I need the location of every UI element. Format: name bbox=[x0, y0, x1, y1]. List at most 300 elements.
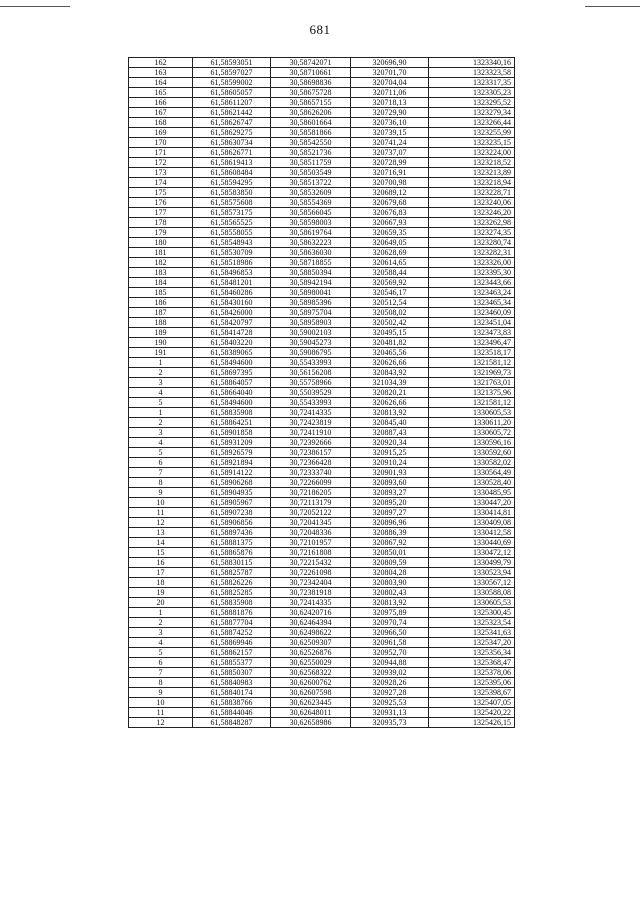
longitude-cell: 30,62623445 bbox=[271, 698, 351, 708]
y-coordinate-cell: 1330485,95 bbox=[429, 488, 515, 498]
longitude-cell: 30,58636030 bbox=[271, 248, 351, 258]
table-row bbox=[129, 388, 515, 398]
y-coordinate-cell: 1330528,40 bbox=[429, 478, 515, 488]
longitude-cell: 30,72266099 bbox=[271, 478, 351, 488]
point-number-cell: 1 bbox=[129, 608, 193, 618]
latitude-cell: 61,58573175 bbox=[193, 208, 271, 218]
y-coordinate-cell: 1325347,20 bbox=[429, 638, 515, 648]
table-row bbox=[129, 608, 515, 618]
latitude-cell: 61,58594295 bbox=[193, 178, 271, 188]
x-coordinate-cell: 320886,39 bbox=[351, 528, 429, 538]
table-row bbox=[129, 108, 515, 118]
longitude-cell: 30,58554369 bbox=[271, 198, 351, 208]
y-coordinate-cell: 1323279,34 bbox=[429, 108, 515, 118]
longitude-cell: 30,62550029 bbox=[271, 658, 351, 668]
x-coordinate-cell: 320893,60 bbox=[351, 478, 429, 488]
table-row bbox=[129, 428, 515, 438]
y-coordinate-cell: 1323465,34 bbox=[429, 298, 515, 308]
x-coordinate-cell: 320628,69 bbox=[351, 248, 429, 258]
longitude-cell: 30,58980041 bbox=[271, 288, 351, 298]
longitude-cell: 30,62600762 bbox=[271, 678, 351, 688]
table-row bbox=[129, 128, 515, 138]
latitude-cell: 61,58494600 bbox=[193, 398, 271, 408]
table-row bbox=[129, 98, 515, 108]
table-row bbox=[129, 668, 515, 678]
table-row bbox=[129, 628, 515, 638]
latitude-cell: 61,58621442 bbox=[193, 108, 271, 118]
longitude-cell: 30,72333740 bbox=[271, 468, 351, 478]
y-coordinate-cell: 1323235,15 bbox=[429, 138, 515, 148]
longitude-cell: 30,58942194 bbox=[271, 278, 351, 288]
x-coordinate-cell: 320626,66 bbox=[351, 358, 429, 368]
x-coordinate-cell: 320689,12 bbox=[351, 188, 429, 198]
point-number-cell: 186 bbox=[129, 298, 193, 308]
point-number-cell: 14 bbox=[129, 538, 193, 548]
x-coordinate-cell: 320897,27 bbox=[351, 508, 429, 518]
x-coordinate-cell: 320700,98 bbox=[351, 178, 429, 188]
longitude-cell: 30,58657155 bbox=[271, 98, 351, 108]
table-row bbox=[129, 88, 515, 98]
y-coordinate-cell: 1325426,15 bbox=[429, 718, 515, 728]
latitude-cell: 61,58825285 bbox=[193, 588, 271, 598]
y-coordinate-cell: 1330592,60 bbox=[429, 448, 515, 458]
longitude-cell: 30,72161808 bbox=[271, 548, 351, 558]
table-row bbox=[129, 498, 515, 508]
latitude-cell: 61,58611207 bbox=[193, 98, 271, 108]
point-number-cell: 169 bbox=[129, 128, 193, 138]
longitude-cell: 30,58503549 bbox=[271, 168, 351, 178]
point-number-cell: 12 bbox=[129, 518, 193, 528]
point-number-cell: 187 bbox=[129, 308, 193, 318]
point-number-cell: 180 bbox=[129, 238, 193, 248]
latitude-cell: 61,58389065 bbox=[193, 348, 271, 358]
latitude-cell: 61,58826226 bbox=[193, 578, 271, 588]
y-coordinate-cell: 1325395,06 bbox=[429, 678, 515, 688]
point-number-cell: 17 bbox=[129, 568, 193, 578]
x-coordinate-cell: 320711,06 bbox=[351, 88, 429, 98]
latitude-cell: 61,58844046 bbox=[193, 708, 271, 718]
y-coordinate-cell: 1323274,35 bbox=[429, 228, 515, 238]
point-number-cell: 12 bbox=[129, 718, 193, 728]
y-coordinate-cell: 1323295,52 bbox=[429, 98, 515, 108]
point-number-cell: 8 bbox=[129, 678, 193, 688]
point-number-cell: 5 bbox=[129, 398, 193, 408]
point-number-cell: 1 bbox=[129, 408, 193, 418]
longitude-cell: 30,72186205 bbox=[271, 488, 351, 498]
y-coordinate-cell: 1330588,08 bbox=[429, 588, 515, 598]
x-coordinate-cell: 320465,56 bbox=[351, 348, 429, 358]
table-row bbox=[129, 618, 515, 628]
table-row bbox=[129, 708, 515, 718]
scan-mark-left bbox=[0, 6, 70, 7]
y-coordinate-cell: 1323228,71 bbox=[429, 188, 515, 198]
point-number-cell: 177 bbox=[129, 208, 193, 218]
x-coordinate-cell: 320649,05 bbox=[351, 238, 429, 248]
x-coordinate-cell: 320729,90 bbox=[351, 108, 429, 118]
table-row bbox=[129, 538, 515, 548]
table-row bbox=[129, 358, 515, 368]
point-number-cell: 10 bbox=[129, 698, 193, 708]
coordinates-table bbox=[128, 57, 515, 728]
x-coordinate-cell: 320895,20 bbox=[351, 498, 429, 508]
y-coordinate-cell: 1323240,06 bbox=[429, 198, 515, 208]
latitude-cell: 61,58548943 bbox=[193, 238, 271, 248]
x-coordinate-cell: 320867,92 bbox=[351, 538, 429, 548]
table-row bbox=[129, 638, 515, 648]
table-row bbox=[129, 208, 515, 218]
longitude-cell: 30,62526876 bbox=[271, 648, 351, 658]
x-coordinate-cell: 320901,93 bbox=[351, 468, 429, 478]
y-coordinate-cell: 1330472,12 bbox=[429, 548, 515, 558]
y-coordinate-cell: 1330523,94 bbox=[429, 568, 515, 578]
longitude-cell: 30,58566045 bbox=[271, 208, 351, 218]
longitude-cell: 30,62509307 bbox=[271, 638, 351, 648]
point-number-cell: 174 bbox=[129, 178, 193, 188]
longitude-cell: 30,55433993 bbox=[271, 358, 351, 368]
x-coordinate-cell: 320896,96 bbox=[351, 518, 429, 528]
y-coordinate-cell: 1323443,66 bbox=[429, 278, 515, 288]
longitude-cell: 30,62658986 bbox=[271, 718, 351, 728]
y-coordinate-cell: 1325378,06 bbox=[429, 668, 515, 678]
point-number-cell: 6 bbox=[129, 458, 193, 468]
longitude-cell: 30,55758966 bbox=[271, 378, 351, 388]
point-number-cell: 3 bbox=[129, 628, 193, 638]
latitude-cell: 61,58414728 bbox=[193, 328, 271, 338]
point-number-cell: 6 bbox=[129, 658, 193, 668]
latitude-cell: 61,58914122 bbox=[193, 468, 271, 478]
x-coordinate-cell: 320546,17 bbox=[351, 288, 429, 298]
y-coordinate-cell: 1325420,22 bbox=[429, 708, 515, 718]
point-number-cell: 172 bbox=[129, 158, 193, 168]
x-coordinate-cell: 320802,43 bbox=[351, 588, 429, 598]
x-coordinate-cell: 320804,28 bbox=[351, 568, 429, 578]
y-coordinate-cell: 1323266,44 bbox=[429, 118, 515, 128]
x-coordinate-cell: 320803,90 bbox=[351, 578, 429, 588]
point-number-cell: 188 bbox=[129, 318, 193, 328]
x-coordinate-cell: 320813,92 bbox=[351, 598, 429, 608]
longitude-cell: 30,62607598 bbox=[271, 688, 351, 698]
point-number-cell: 167 bbox=[129, 108, 193, 118]
x-coordinate-cell: 320508,02 bbox=[351, 308, 429, 318]
longitude-cell: 30,58632223 bbox=[271, 238, 351, 248]
y-coordinate-cell: 1323305,23 bbox=[429, 88, 515, 98]
longitude-cell: 30,58985396 bbox=[271, 298, 351, 308]
y-coordinate-cell: 1323451,04 bbox=[429, 318, 515, 328]
x-coordinate-cell: 320966,50 bbox=[351, 628, 429, 638]
latitude-cell: 61,58906268 bbox=[193, 478, 271, 488]
y-coordinate-cell: 1330605,53 bbox=[429, 408, 515, 418]
table-row bbox=[129, 338, 515, 348]
y-coordinate-cell: 1330409,08 bbox=[429, 518, 515, 528]
y-coordinate-cell: 1323255,99 bbox=[429, 128, 515, 138]
y-coordinate-cell: 1330447,20 bbox=[429, 498, 515, 508]
table-row bbox=[129, 238, 515, 248]
point-number-cell: 9 bbox=[129, 688, 193, 698]
y-coordinate-cell: 1330499,79 bbox=[429, 558, 515, 568]
table-row bbox=[129, 158, 515, 168]
x-coordinate-cell: 320939,02 bbox=[351, 668, 429, 678]
x-coordinate-cell: 320910,24 bbox=[351, 458, 429, 468]
point-number-cell: 2 bbox=[129, 418, 193, 428]
latitude-cell: 61,58558055 bbox=[193, 228, 271, 238]
point-number-cell: 178 bbox=[129, 218, 193, 228]
point-number-cell: 191 bbox=[129, 348, 193, 358]
point-number-cell: 3 bbox=[129, 428, 193, 438]
latitude-cell: 61,58626747 bbox=[193, 118, 271, 128]
y-coordinate-cell: 1325341,63 bbox=[429, 628, 515, 638]
table-row bbox=[129, 718, 515, 728]
latitude-cell: 61,58926579 bbox=[193, 448, 271, 458]
table-row bbox=[129, 318, 515, 328]
point-number-cell: 166 bbox=[129, 98, 193, 108]
longitude-cell: 30,72411910 bbox=[271, 428, 351, 438]
x-coordinate-cell: 320925,53 bbox=[351, 698, 429, 708]
x-coordinate-cell: 320845,40 bbox=[351, 418, 429, 428]
table-row bbox=[129, 658, 515, 668]
latitude-cell: 61,58904935 bbox=[193, 488, 271, 498]
latitude-cell: 61,58565525 bbox=[193, 218, 271, 228]
point-number-cell: 185 bbox=[129, 288, 193, 298]
table-row bbox=[129, 178, 515, 188]
point-number-cell: 190 bbox=[129, 338, 193, 348]
longitude-cell: 30,56156208 bbox=[271, 368, 351, 378]
longitude-cell: 30,58513722 bbox=[271, 178, 351, 188]
y-coordinate-cell: 1325398,67 bbox=[429, 688, 515, 698]
table-row bbox=[129, 488, 515, 498]
point-number-cell: 4 bbox=[129, 438, 193, 448]
table-row bbox=[129, 548, 515, 558]
point-number-cell: 184 bbox=[129, 278, 193, 288]
y-coordinate-cell: 1330611,20 bbox=[429, 418, 515, 428]
y-coordinate-cell: 1323340,16 bbox=[429, 58, 515, 68]
latitude-cell: 61,58494600 bbox=[193, 358, 271, 368]
table-row bbox=[129, 218, 515, 228]
x-coordinate-cell: 320893,27 bbox=[351, 488, 429, 498]
y-coordinate-cell: 1323463,24 bbox=[429, 288, 515, 298]
longitude-cell: 30,72423819 bbox=[271, 418, 351, 428]
latitude-cell: 61,58835908 bbox=[193, 598, 271, 608]
y-coordinate-cell: 1330605,72 bbox=[429, 428, 515, 438]
longitude-cell: 30,58619764 bbox=[271, 228, 351, 238]
y-coordinate-cell: 1325356,34 bbox=[429, 648, 515, 658]
y-coordinate-cell: 1330564,49 bbox=[429, 468, 515, 478]
table-row bbox=[129, 648, 515, 658]
table-row bbox=[129, 288, 515, 298]
table-row bbox=[129, 508, 515, 518]
table-row bbox=[129, 378, 515, 388]
y-coordinate-cell: 1325407,05 bbox=[429, 698, 515, 708]
table-row bbox=[129, 258, 515, 268]
y-coordinate-cell: 1323224,00 bbox=[429, 148, 515, 158]
table-row bbox=[129, 438, 515, 448]
y-coordinate-cell: 1330596,16 bbox=[429, 438, 515, 448]
latitude-cell: 61,58840983 bbox=[193, 678, 271, 688]
latitude-cell: 61,58825787 bbox=[193, 568, 271, 578]
latitude-cell: 61,58865876 bbox=[193, 548, 271, 558]
point-number-cell: 5 bbox=[129, 448, 193, 458]
latitude-cell: 61,58835908 bbox=[193, 408, 271, 418]
x-coordinate-cell: 320931,13 bbox=[351, 708, 429, 718]
latitude-cell: 61,58629275 bbox=[193, 128, 271, 138]
table-row bbox=[129, 698, 515, 708]
point-number-cell: 13 bbox=[129, 528, 193, 538]
table-row bbox=[129, 368, 515, 378]
longitude-cell: 30,72041345 bbox=[271, 518, 351, 528]
x-coordinate-cell: 320915,25 bbox=[351, 448, 429, 458]
latitude-cell: 61,58403220 bbox=[193, 338, 271, 348]
table-row bbox=[129, 198, 515, 208]
y-coordinate-cell: 1323496,47 bbox=[429, 338, 515, 348]
latitude-cell: 61,58426000 bbox=[193, 308, 271, 318]
point-number-cell: 10 bbox=[129, 498, 193, 508]
x-coordinate-cell: 320676,83 bbox=[351, 208, 429, 218]
table-row bbox=[129, 298, 515, 308]
point-number-cell: 19 bbox=[129, 588, 193, 598]
table-row bbox=[129, 58, 515, 68]
longitude-cell: 30,72113179 bbox=[271, 498, 351, 508]
x-coordinate-cell: 320718,13 bbox=[351, 98, 429, 108]
point-number-cell: 171 bbox=[129, 148, 193, 158]
longitude-cell: 30,58542550 bbox=[271, 138, 351, 148]
y-coordinate-cell: 1323317,35 bbox=[429, 78, 515, 88]
table-row bbox=[129, 398, 515, 408]
latitude-cell: 61,58862157 bbox=[193, 648, 271, 658]
longitude-cell: 30,58626206 bbox=[271, 108, 351, 118]
point-number-cell: 182 bbox=[129, 258, 193, 268]
table-row bbox=[129, 138, 515, 148]
table-row bbox=[129, 588, 515, 598]
x-coordinate-cell: 320920,34 bbox=[351, 438, 429, 448]
latitude-cell: 61,58881375 bbox=[193, 538, 271, 548]
latitude-cell: 61,58619413 bbox=[193, 158, 271, 168]
scan-mark-right bbox=[585, 6, 640, 7]
point-number-cell: 2 bbox=[129, 618, 193, 628]
x-coordinate-cell: 320813,92 bbox=[351, 408, 429, 418]
table-row bbox=[129, 68, 515, 78]
latitude-cell: 61,58877704 bbox=[193, 618, 271, 628]
x-coordinate-cell: 320626,66 bbox=[351, 398, 429, 408]
longitude-cell: 30,58850394 bbox=[271, 268, 351, 278]
x-coordinate-cell: 320701,70 bbox=[351, 68, 429, 78]
latitude-cell: 61,58664040 bbox=[193, 388, 271, 398]
y-coordinate-cell: 1330567,12 bbox=[429, 578, 515, 588]
longitude-cell: 30,72381918 bbox=[271, 588, 351, 598]
x-coordinate-cell: 320970,74 bbox=[351, 618, 429, 628]
latitude-cell: 61,58897436 bbox=[193, 528, 271, 538]
x-coordinate-cell: 320481,82 bbox=[351, 338, 429, 348]
x-coordinate-cell: 320809,59 bbox=[351, 558, 429, 568]
longitude-cell: 30,58742071 bbox=[271, 58, 351, 68]
longitude-cell: 30,72386157 bbox=[271, 448, 351, 458]
latitude-cell: 61,58907238 bbox=[193, 508, 271, 518]
latitude-cell: 61,58518986 bbox=[193, 258, 271, 268]
table-row bbox=[129, 118, 515, 128]
latitude-cell: 61,58583850 bbox=[193, 188, 271, 198]
y-coordinate-cell: 1330414,81 bbox=[429, 508, 515, 518]
longitude-cell: 30,62648011 bbox=[271, 708, 351, 718]
x-coordinate-cell: 320944,88 bbox=[351, 658, 429, 668]
point-number-cell: 18 bbox=[129, 578, 193, 588]
y-coordinate-cell: 1323213,89 bbox=[429, 168, 515, 178]
x-coordinate-cell: 320614,65 bbox=[351, 258, 429, 268]
point-number-cell: 20 bbox=[129, 598, 193, 608]
longitude-cell: 30,72392666 bbox=[271, 438, 351, 448]
point-number-cell: 4 bbox=[129, 638, 193, 648]
longitude-cell: 30,72048336 bbox=[271, 528, 351, 538]
point-number-cell: 168 bbox=[129, 118, 193, 128]
point-number-cell: 11 bbox=[129, 708, 193, 718]
point-number-cell: 11 bbox=[129, 508, 193, 518]
latitude-cell: 61,58905967 bbox=[193, 498, 271, 508]
x-coordinate-cell: 320659,35 bbox=[351, 228, 429, 238]
y-coordinate-cell: 1323262,98 bbox=[429, 218, 515, 228]
y-coordinate-cell: 1321581,12 bbox=[429, 358, 515, 368]
latitude-cell: 61,58921894 bbox=[193, 458, 271, 468]
longitude-cell: 30,59045273 bbox=[271, 338, 351, 348]
longitude-cell: 30,58521736 bbox=[271, 148, 351, 158]
point-number-cell: 179 bbox=[129, 228, 193, 238]
table-row bbox=[129, 688, 515, 698]
longitude-cell: 30,58601664 bbox=[271, 118, 351, 128]
longitude-cell: 30,58675728 bbox=[271, 88, 351, 98]
x-coordinate-cell: 320588,44 bbox=[351, 268, 429, 278]
latitude-cell: 61,58848287 bbox=[193, 718, 271, 728]
latitude-cell: 61,58599002 bbox=[193, 78, 271, 88]
y-coordinate-cell: 1323395,30 bbox=[429, 268, 515, 278]
latitude-cell: 61,58530709 bbox=[193, 248, 271, 258]
y-coordinate-cell: 1325368,47 bbox=[429, 658, 515, 668]
y-coordinate-cell: 1325323,54 bbox=[429, 618, 515, 628]
point-number-cell: 162 bbox=[129, 58, 193, 68]
longitude-cell: 30,58958903 bbox=[271, 318, 351, 328]
point-number-cell: 181 bbox=[129, 248, 193, 258]
y-coordinate-cell: 1321581,12 bbox=[429, 398, 515, 408]
point-number-cell: 16 bbox=[129, 558, 193, 568]
latitude-cell: 61,58605057 bbox=[193, 88, 271, 98]
table-row bbox=[129, 458, 515, 468]
latitude-cell: 61,58864251 bbox=[193, 418, 271, 428]
longitude-cell: 30,59086795 bbox=[271, 348, 351, 358]
x-coordinate-cell: 320512,54 bbox=[351, 298, 429, 308]
longitude-cell: 30,62498622 bbox=[271, 628, 351, 638]
table-row bbox=[129, 448, 515, 458]
x-coordinate-cell: 320975,89 bbox=[351, 608, 429, 618]
longitude-cell: 30,58975704 bbox=[271, 308, 351, 318]
longitude-cell: 30,72052122 bbox=[271, 508, 351, 518]
point-number-cell: 1 bbox=[129, 358, 193, 368]
longitude-cell: 30,58710661 bbox=[271, 68, 351, 78]
longitude-cell: 30,62464394 bbox=[271, 618, 351, 628]
y-coordinate-cell: 1325300,45 bbox=[429, 608, 515, 618]
point-number-cell: 173 bbox=[129, 168, 193, 178]
y-coordinate-cell: 1330605,53 bbox=[429, 598, 515, 608]
latitude-cell: 61,58864057 bbox=[193, 378, 271, 388]
table-row bbox=[129, 678, 515, 688]
latitude-cell: 61,58869946 bbox=[193, 638, 271, 648]
latitude-cell: 61,58593051 bbox=[193, 58, 271, 68]
table-row bbox=[129, 578, 515, 588]
latitude-cell: 61,58840174 bbox=[193, 688, 271, 698]
table-row bbox=[129, 408, 515, 418]
y-coordinate-cell: 1323518,17 bbox=[429, 348, 515, 358]
longitude-cell: 30,58698836 bbox=[271, 78, 351, 88]
x-coordinate-cell: 320741,24 bbox=[351, 138, 429, 148]
x-coordinate-cell: 320736,10 bbox=[351, 118, 429, 128]
x-coordinate-cell: 321034,39 bbox=[351, 378, 429, 388]
latitude-cell: 61,58460286 bbox=[193, 288, 271, 298]
longitude-cell: 30,59002103 bbox=[271, 328, 351, 338]
x-coordinate-cell: 320502,42 bbox=[351, 318, 429, 328]
